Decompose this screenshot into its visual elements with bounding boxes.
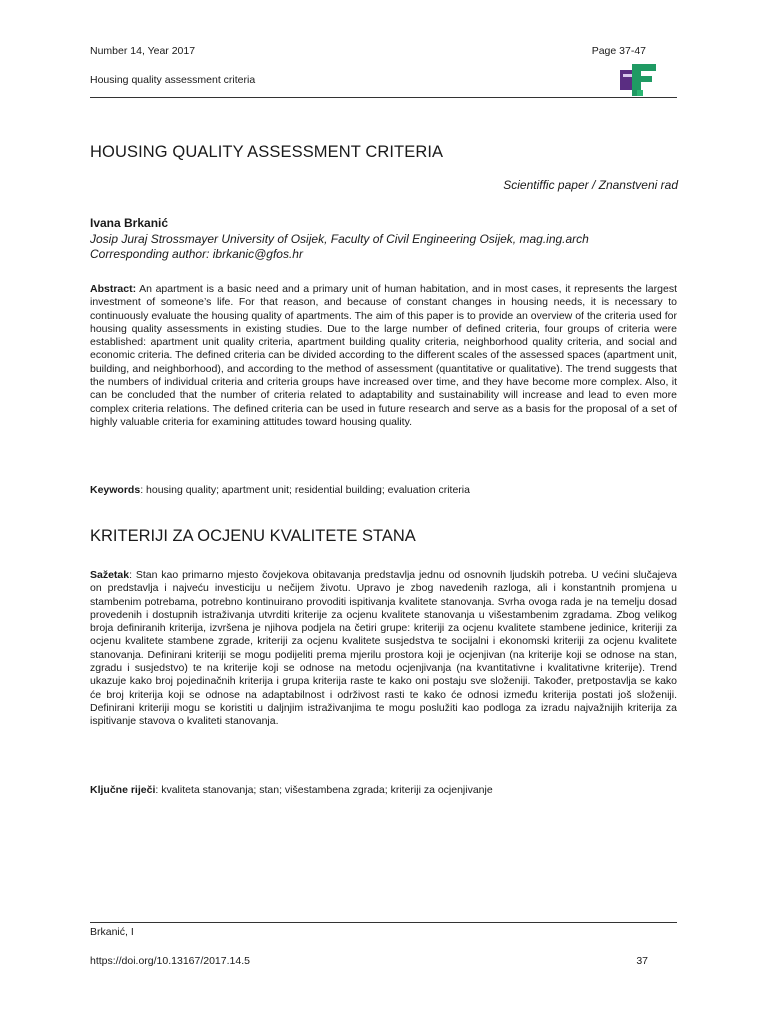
keywords-label: Keywords [90,484,141,496]
paper-title: HOUSING QUALITY ASSESSMENT CRITERIA [90,143,444,161]
sazetak-text: : Stan kao primarno mjesto čovjekova obitavanja predstavlja jednu od osnovnih ljudskih potreba. U većini slučajeva on predstavlja i najveću investiciju u nečijem životu. Upravo je zbog navedenih razloga, ali i konstantnih promjena u stambenim potrebama, potrebno kontinuirano provoditi ispitivanja kvalitete stanovanja. Svrha ovoga rada je na temelju dosad provedenih i dostupnih istraživanja utvrditi kriterije za ocjenu kvalitete stanovanja u višestambenim zgradama. Zbog velikog broja definiranih kriterija, izvršena je njihova podjela na četiri grupe: kriteriji za ocjenu kvalitete stambene jedinice, kriteriji za ocjenu kvalitete stambene zgrade, kriteriji za ocjenu kvalitete susjedstva te socijalni i ekonomski kriteriji za ocjenu kvalitete stanovanja. Definirani kriteriji se mogu podijeliti prema mjerilu prostora koji je ocjenjivan (na kriterije koji se odnose na stan, zgradu i susjedstvo) te na kriterije koji se odnose na metodu ocjenjivanja (na kvantitativne i kvalitativne kriterije). Trend ukazuje kako broj pojedinačnih kriterija i grupa kriterija raste te kako oni postaju sve složeniji. Također, pretpostavlja se kako će broj kriterija koji se odnose na adaptabilnost i održivost rasti te kako će odnosi između kriterija postati još složeniji. Definirani kriteriji mogu se koristiti u daljnjim istraživanjima te mogu poslužiti kao podloga za izradu najvažnijih kriterija za ispitivanje stavova o kvaliteti stanovanja. [90,569,677,728]
croatian-title: KRITERIJI ZA OCJENU KVALITETE STANA [90,527,416,545]
abstract [90,283,677,429]
abstract-text: An apartment is a basic need and a primary unit of human habitation, and in most cases, it represents the largest investment of someone’s life. For that reason, and because of constant changes in housing needs, it is necessary to continuously evaluate the housing quality of apartments. The aim of this paper is to provide an overview of the criteria used for housing quality assessments in existing studies. Due to the large number of defined criteria, four groups of criteria were established: apartment unit quality criteria, apartment building quality criteria, neighborhood quality criteria, and social and economic criteria. The defined criteria can be divided according to the different scales of the assessed spaces (apartment unit, building, and neighborhood), and according to the method of assessment (quantitative or qualitative). The trend suggests that the numbers of individual criteria and criteria groups have increased over time, and they have become more complex. Also, it can be concluded that the number of criteria related to adaptability and sustainability will increase and lead to even more complex criteria relations. The defined criteria can be used in future research and serve as a basis for the proposal of a set of highly valuable criteria for examining attitudes toward housing quality. [90,283,677,428]
paper-type: Scientiffic paper / Znanstveni rad [503,178,678,192]
header-left [90,44,255,87]
kljucne-rijeci [90,784,677,797]
header-rule [90,97,677,98]
kljucne-label: Ključne riječi [90,784,156,796]
affiliation-line: Josip Juraj Strossmayer University of Osijek, Faculty of Civil Engineering Osijek, mag.ing.arch [90,232,589,246]
footer-rule [90,922,677,923]
abstract-label: Abstract: [90,283,137,295]
sazetak [90,569,677,729]
author-name: Ivana Brkanić [90,216,169,230]
author-affiliation [90,232,589,262]
page-range: Page 37-47 [591,45,646,57]
running-title: Housing quality assessment criteria [90,74,256,86]
page-number: 37 [636,955,648,967]
corresponding-author: Corresponding author: ibrkanic@gfos.hr [90,247,303,261]
keywords-text: : housing quality; apartment unit; residential building; evaluation criteria [140,484,470,496]
kljucne-text: : kvaliteta stanovanja; stan; višestambena zgrada; kriteriji za ocjenjivanje [155,784,493,796]
keywords [90,484,677,497]
issue-number: Number 14, Year 2017 [90,45,196,57]
doi-link[interactable]: https://doi.org/10.13167/2017.14.5 [90,955,250,967]
sazetak-label: Sažetak [90,569,130,581]
footer-author: Brkanić, I [90,926,134,938]
journal-logo-icon [618,60,658,98]
